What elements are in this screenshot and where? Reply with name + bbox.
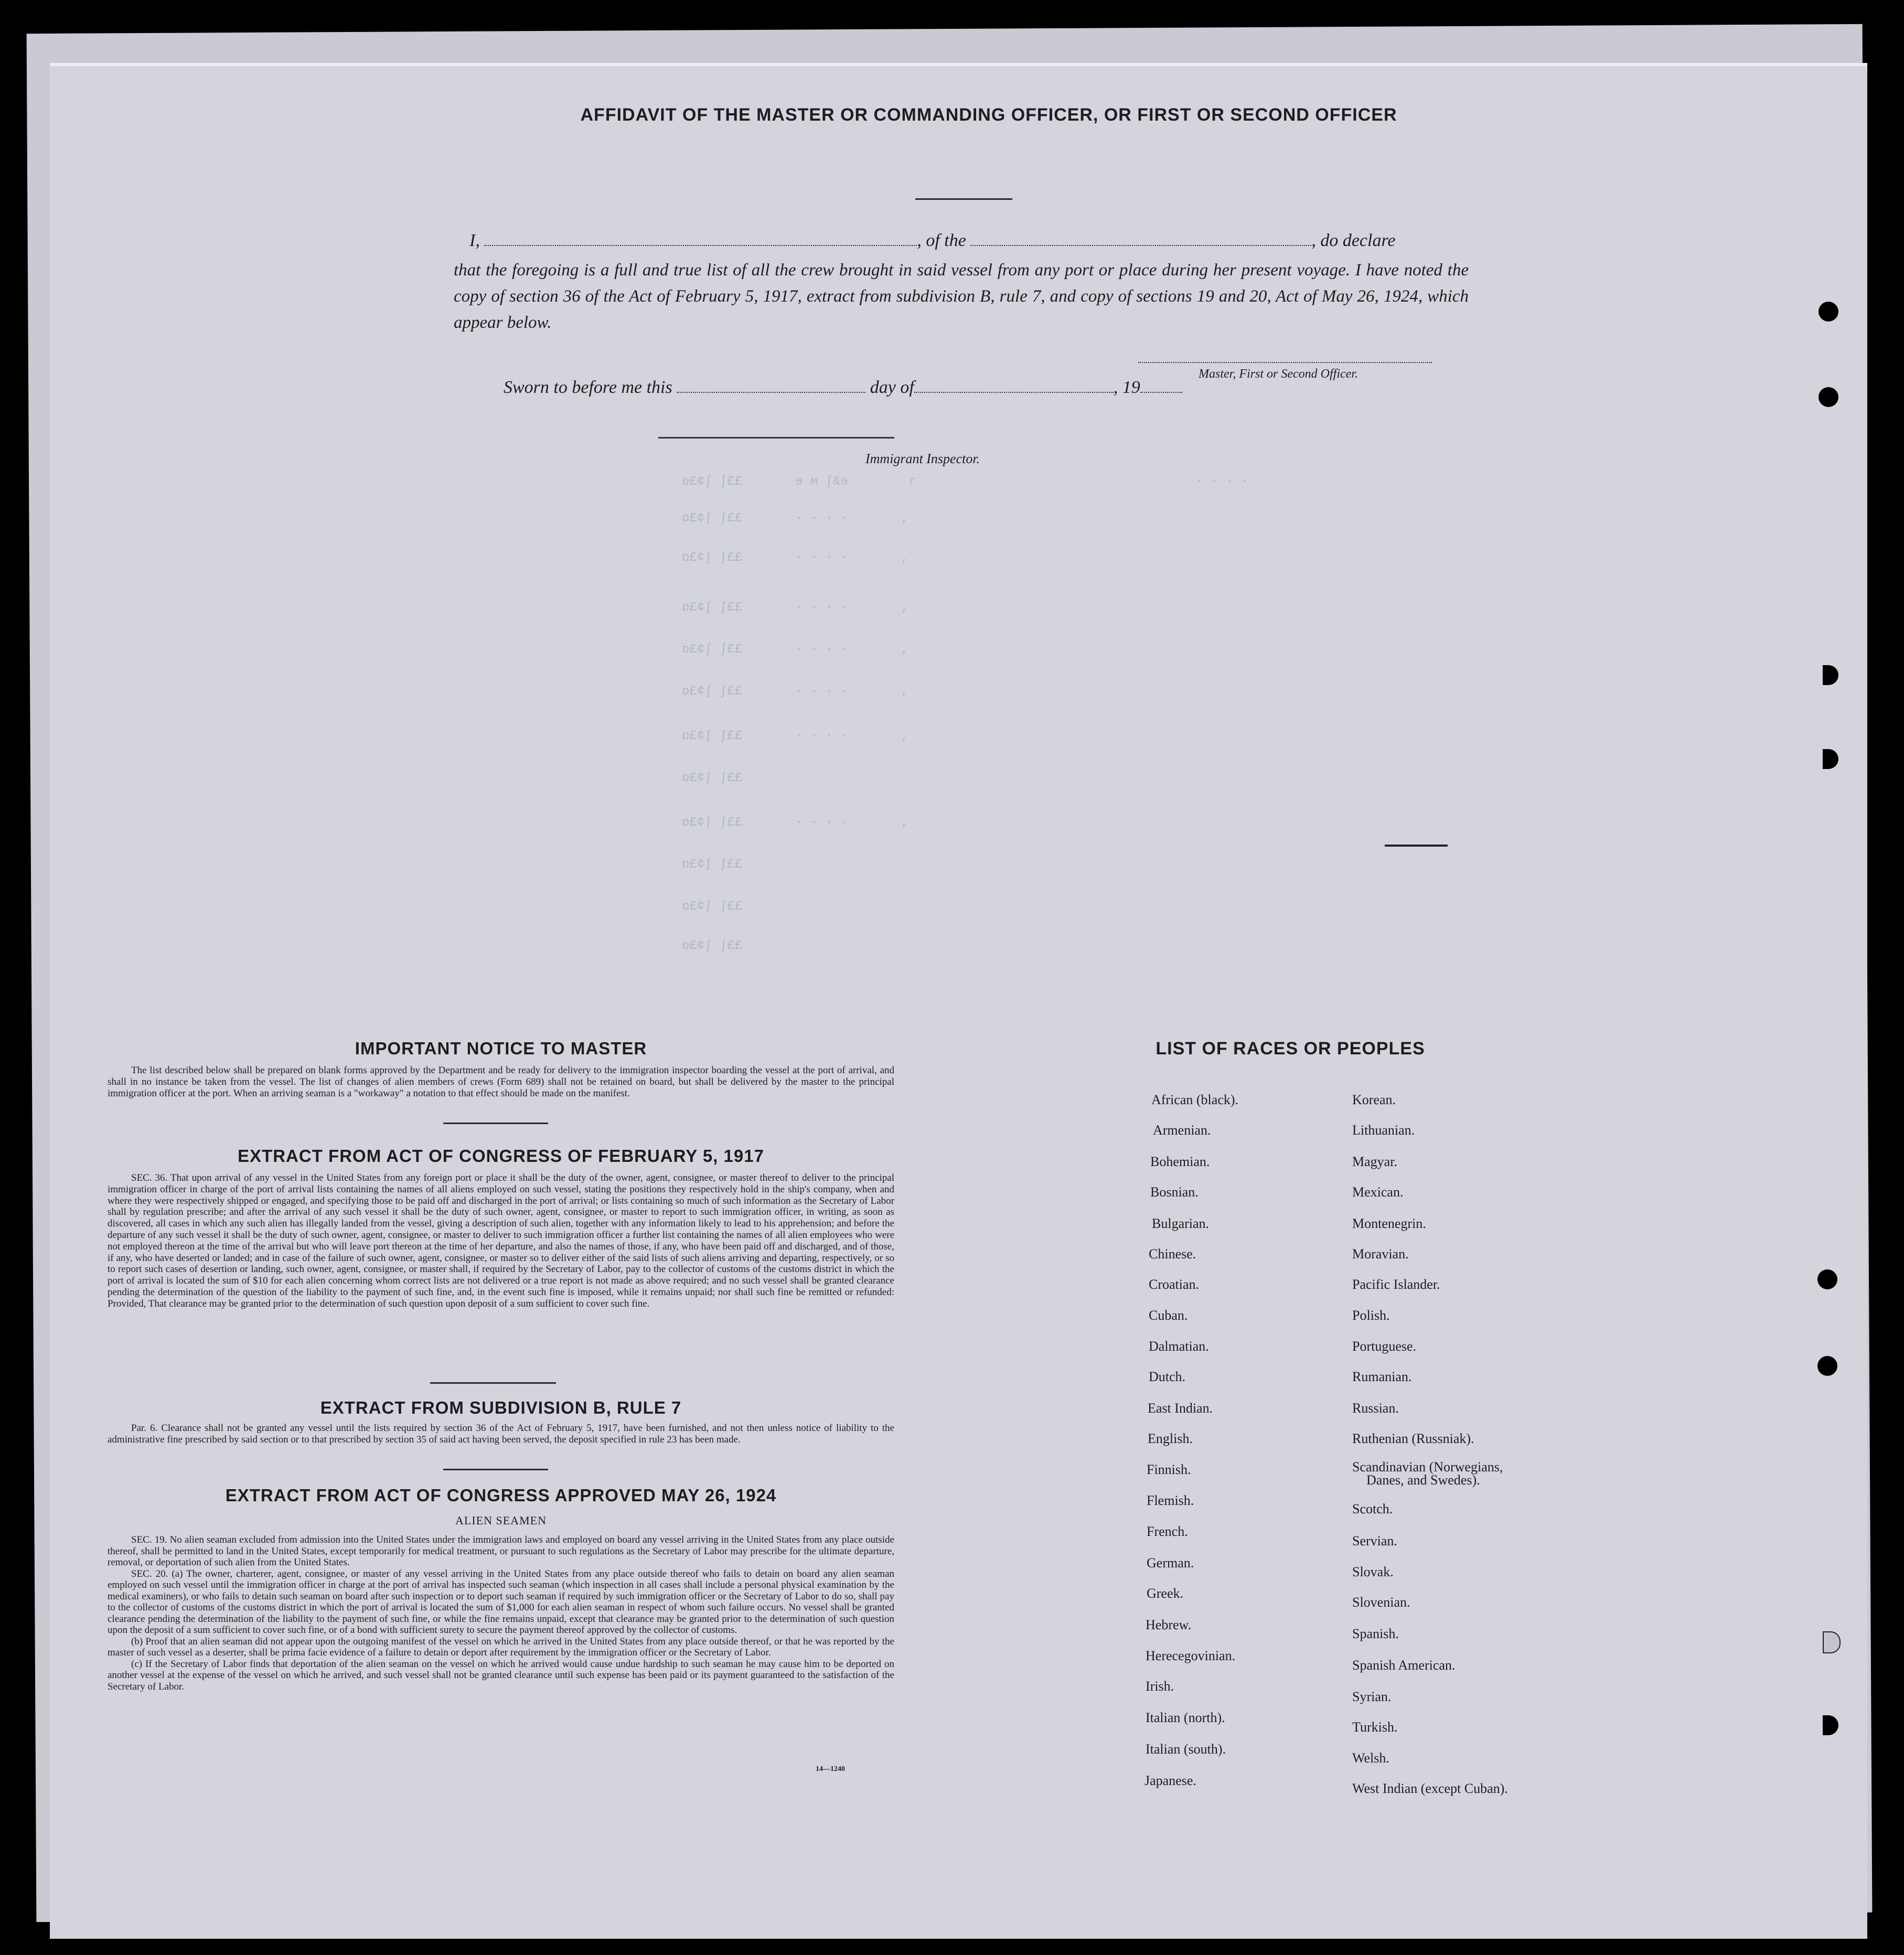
bleed-through-row: ɒ£¢ʃ ʃ££ · · · · , <box>682 729 909 743</box>
notice-text <box>108 1065 894 1099</box>
affidavit-declare-label: , do declare <box>1311 231 1396 250</box>
bleed-through-row: ɒ£¢ʃ ʃ££ · · · · , <box>682 601 909 615</box>
sworn-prefix: Sworn to before me this <box>504 378 672 397</box>
race-list-item: Spanish American. <box>1352 1658 1456 1673</box>
race-list-item: Slovak. <box>1352 1564 1394 1579</box>
form-number: 14—1240 <box>816 1765 845 1773</box>
sworn-day-of: day of <box>870 378 914 397</box>
race-list-item: Japanese. <box>1144 1773 1196 1788</box>
race-list-item: Chinese. <box>1149 1246 1196 1262</box>
bleed-through-row: ɒ£¢ʃ ʃ££ <box>682 858 743 872</box>
race-list-item: German. <box>1147 1555 1194 1571</box>
race-list-item: Flemish. <box>1147 1493 1194 1508</box>
punch-hole <box>1823 1631 1841 1653</box>
affidavit-body: that the foregoing is a full and true list of all the crew brought in said vessel from any port or place during her present voyage. I have noted the copy of section 36 of the Act of February 5, 1917, extract from subdivision B, rule 7, and copy of sections 19 and 20, Act of May 26, 1924, which appear below. <box>454 261 1469 332</box>
race-list-item: Italian (south). <box>1146 1742 1226 1757</box>
race-list-item: Syrian. <box>1352 1689 1392 1704</box>
race-list-item: Bulgarian. <box>1152 1216 1210 1231</box>
master-signature-label: Master, First or Second Officer. <box>1199 367 1358 381</box>
punch-hole <box>1819 387 1838 407</box>
ink-mark <box>1385 845 1448 847</box>
extract-1917-text <box>108 1172 894 1310</box>
sworn-year: , 19 <box>1113 378 1140 397</box>
name-blank <box>484 244 917 246</box>
race-list-item: Danes, and Swedes). <box>1366 1472 1480 1488</box>
affidavit-of-the-label: , of the <box>917 231 966 250</box>
section-rule <box>443 1469 548 1470</box>
race-list-item: Spanish. <box>1352 1626 1399 1641</box>
race-list-item: English. <box>1148 1431 1193 1446</box>
bleed-through-row: ɒ£¢ʃ ʃ££ · · · · , <box>682 685 909 699</box>
race-list-item: Scotch. <box>1352 1501 1393 1516</box>
sec-19-paragraph: SEC. 19. No alien seaman excluded from admission into the United States under the immigration laws and employed on board any vessel arriving in the United States from any place outside thereof, shall be permitted to land in the United States, except temporarily for medical treatment, or pursuant to such regulations as the Secretary of Labor may prescribe for the ultimate departure, removal, or deportation of such alien from the United States. <box>108 1534 894 1568</box>
race-list-item: Servian. <box>1352 1533 1397 1548</box>
race-list-item: Magyar. <box>1352 1154 1397 1169</box>
vessel-blank <box>970 244 1311 246</box>
punch-hole <box>1817 1269 1837 1289</box>
punch-hole <box>1819 302 1838 322</box>
notice-title: IMPORTANT NOTICE TO MASTER <box>355 1039 647 1058</box>
race-list-item: Rumanian. <box>1352 1369 1412 1384</box>
race-list-item: Armenian. <box>1153 1123 1211 1138</box>
inspector-signature-line <box>658 437 894 439</box>
race-list-item: Scandinavian (Norwegians, <box>1352 1459 1503 1475</box>
race-list-item: West Indian (except Cuban). <box>1352 1781 1508 1796</box>
race-list-item: Korean. <box>1352 1092 1396 1107</box>
affidavit-title: AFFIDAVIT OF THE MASTER OR COMMANDING OFFICER, OR FIRST OR SECOND OFFICER <box>580 105 1397 125</box>
extract-rule7-text <box>108 1423 894 1446</box>
race-list-item: Slovenian. <box>1352 1595 1410 1610</box>
sec-20c-paragraph: (c) If the Secretary of Labor finds that deportation of the alien seaman on the vessel on which he arrived would cause undue hardship to such seaman he may cause him to be deported on another vessel at the expense of the vessel on which he arrived, and such vessel shall not be granted clearance until such expense has been paid or its payment guaranteed to the satisfaction of the Secretary of Labor. <box>108 1658 894 1692</box>
extract-1924-title: EXTRACT FROM ACT OF CONGRESS APPROVED MAY 26, 1924 <box>225 1486 777 1505</box>
race-list-item: Mexican. <box>1352 1184 1404 1200</box>
race-list-item: Polish. <box>1352 1308 1390 1323</box>
race-list-item: Lithuanian. <box>1352 1123 1415 1138</box>
race-list-item: Cuban. <box>1149 1308 1188 1323</box>
sworn-line <box>504 378 1182 398</box>
race-list-item: Portuguese. <box>1352 1339 1417 1354</box>
sec-36-paragraph: SEC. 36. That upon arrival of any vessel in the United States from any foreign port or place it shall be the duty of the owner, agent, consignee, or master thereof to deliver to the principal immigration officer in charge of the port of arrival lists containing the names of all aliens employed on such vessel, stating the positions they respectively hold in the ship's company, when and where they were respectively shipped or engaged, and specifying those to be paid off and discharged in the port of arrival; or lists containing so much of such information as the Secretary of Labor shall by regulation prescribe; and after the arrival of any such vessel it shall be the duty of such owner, agent, consignee, or master to report to such immigration officer, in writing, as soon as discovered, all cases in which any such alien has illegally landed from the vessel, giving a description of such alien, together with any information likely to lead to his apprehension; and before the departure of any such vessel it shall be the duty of such owner, agent, consignee, or master to deliver to such immigration officer a further list containing the names of all alien employees who were not employed thereon at the time of the arrival but who will leave port thereon at the time of her departure, and also the names of those, if any, who have been paid off and discharged, and of those, if any, who have deserted or landed; and in case of the failure of such owner, agent, consignee, or master so to deliver either of the said lists of such aliens arriving and departing, respectively, or so to report such cases of desertion or landing, such owner, agent, consignee, or master shall, if required by the Secretary of Labor, pay to the collector of customs of the customs district in which the port of arrival is located the sum of $10 for each alien concerning whom correct lists are not delivered or a true report is not made as above required; and no such vessel shall be granted clearance pending the determination of the question of the liability to the payment of such fine, and, in the event such fine is imposed, while it remains unpaid; nor shall such fine be remitted or refunded: Provided, That clearance may be granted prior to the determination of such question upon deposit of a sum sufficient to cover such fine. <box>108 1172 894 1309</box>
race-list-item: Welsh. <box>1352 1750 1389 1766</box>
bleed-through-row: ɒ£¢ʃ ʃ££ · · · · , <box>682 511 909 526</box>
race-list-item: Turkish. <box>1352 1719 1398 1735</box>
section-rule <box>443 1123 548 1124</box>
bleed-through-row: ɒ£¢ʃ ʃ££ ɘ ʍ ʃ&ɘ ɾ · · · · <box>682 475 1249 489</box>
race-list-item: Bohemian. <box>1150 1154 1210 1169</box>
title-rule <box>915 198 1012 200</box>
bleed-through-row: ɒ£¢ʃ ʃ££ <box>682 939 743 953</box>
sec-20a-paragraph: SEC. 20. (a) The owner, charterer, agent, consignee, or master of any vessel arriving in the United States from any place outside thereof who fails to detain on board any alien seaman employed on such vessel until the immigration officer in charge at the port of arrival has inspected such seaman (which inspection in all cases shall include a personal physical examination by the medical examiners), or who fails to detain such seaman on board after such inspection or to deport such seaman if required by such immigration officer or the Secretary of Labor to do so, shall pay to the collector of customs of the customs district in which the port of arrival is located the sum of $1,000 for each alien seaman in respect of whom such failure occurs. No vessel shall be granted clearance pending the determination of the liability to the payment of such fine, or while the fine remains unpaid, except that clearance may be granted prior to the determination of such question upon the deposit of a sum sufficient to cover such fine, or of a bond with sufficient surety to secure the payment thereof approved by the collector of customs. <box>108 1568 894 1636</box>
race-list-item: Pacific Islander. <box>1352 1277 1440 1292</box>
sworn-month-blank <box>914 391 1114 393</box>
affidavit-i-label: I, <box>469 231 480 250</box>
race-list-item: Finnish. <box>1147 1462 1191 1477</box>
race-list-item: Bosnian. <box>1150 1184 1199 1200</box>
affidavit-line1 <box>469 231 1396 251</box>
race-list-item: Russian. <box>1352 1401 1399 1416</box>
extract-1924-text <box>108 1534 894 1692</box>
extract-1917-title: EXTRACT FROM ACT OF CONGRESS OF FEBRUARY 5, 1917 <box>238 1146 764 1166</box>
master-signature-line <box>1138 362 1432 363</box>
races-title: LIST OF RACES OR PEOPLES <box>1156 1039 1425 1059</box>
sworn-day-blank <box>677 391 865 393</box>
bleed-through-row: ɒ£¢ʃ ʃ££ <box>682 900 743 914</box>
sworn-year-blank <box>1140 391 1182 393</box>
race-list-item: Ruthenian (Russniak). <box>1352 1431 1474 1446</box>
inspector-signature-label: Immigrant Inspector. <box>865 451 980 466</box>
race-list-item: Greek. <box>1147 1586 1184 1601</box>
race-list-item: Hebrew. <box>1146 1617 1192 1632</box>
race-list-item: Moravian. <box>1352 1246 1409 1262</box>
race-list-item: Dalmatian. <box>1149 1339 1209 1354</box>
race-list-item: Dutch. <box>1149 1369 1186 1384</box>
race-list-item: Montenegrin. <box>1352 1216 1426 1231</box>
race-list-item: Herecegovinian. <box>1146 1648 1236 1663</box>
alien-seamen-subtitle: ALIEN SEAMEN <box>455 1514 547 1527</box>
bleed-through-row: ɒ£¢ʃ ʃ££ · · · · , <box>682 551 909 565</box>
sec-20b-paragraph: (b) Proof that an alien seaman did not appear upon the outgoing manifest of the vessel on which he arrived in the United States from any place outside thereof, or that he was reported by the master of such vessel as a deserter, shall be prima facie evidence of a failure to detain or deport after requirement by the immigration officer or the Secretary of Labor. <box>108 1636 894 1658</box>
race-list-item: African (black). <box>1151 1092 1239 1107</box>
race-list-item: Irish. <box>1146 1679 1174 1694</box>
notice-paragraph: The list described below shall be prepared on blank forms approved by the Department and be ready for delivery to the immigration inspector boarding the vessel at the port of arrival, and shall in no instance be taken from the vessel. The list of changes of alien members of crews (Form 689) shall not be retained on board, but shall be delivered by the master to the principal immigration officer at the port. When an arriving seaman is a "workaway" a notation to that effect should be made on the manifest. <box>108 1065 894 1099</box>
extract-rule7-title: EXTRACT FROM SUBDIVISION B, RULE 7 <box>320 1398 682 1417</box>
bleed-through-row: ɒ£¢ʃ ʃ££ · · · · , <box>682 816 909 830</box>
race-list-item: French. <box>1147 1524 1188 1539</box>
bleed-through-row: ɒ£¢ʃ ʃ££ · · · · , <box>682 643 909 657</box>
section-rule <box>430 1382 556 1384</box>
par-6-paragraph: Par. 6. Clearance shall not be granted any vessel until the lists required by section 36 of the Act of February 5, 1917, have been furnished, and not then unless notice of liability to the administrative fine prescribed by said section or to that prescribed by section 35 of said act having been served, the deposit specified in rule 23 has been made. <box>108 1423 894 1445</box>
bleed-through-row: ɒ£¢ʃ ʃ££ <box>682 771 743 785</box>
race-list-item: Italian (north). <box>1146 1710 1225 1725</box>
race-list-item: East Indian. <box>1148 1401 1213 1416</box>
race-list-item: Croatian. <box>1149 1277 1200 1292</box>
punch-hole <box>1817 1356 1837 1376</box>
